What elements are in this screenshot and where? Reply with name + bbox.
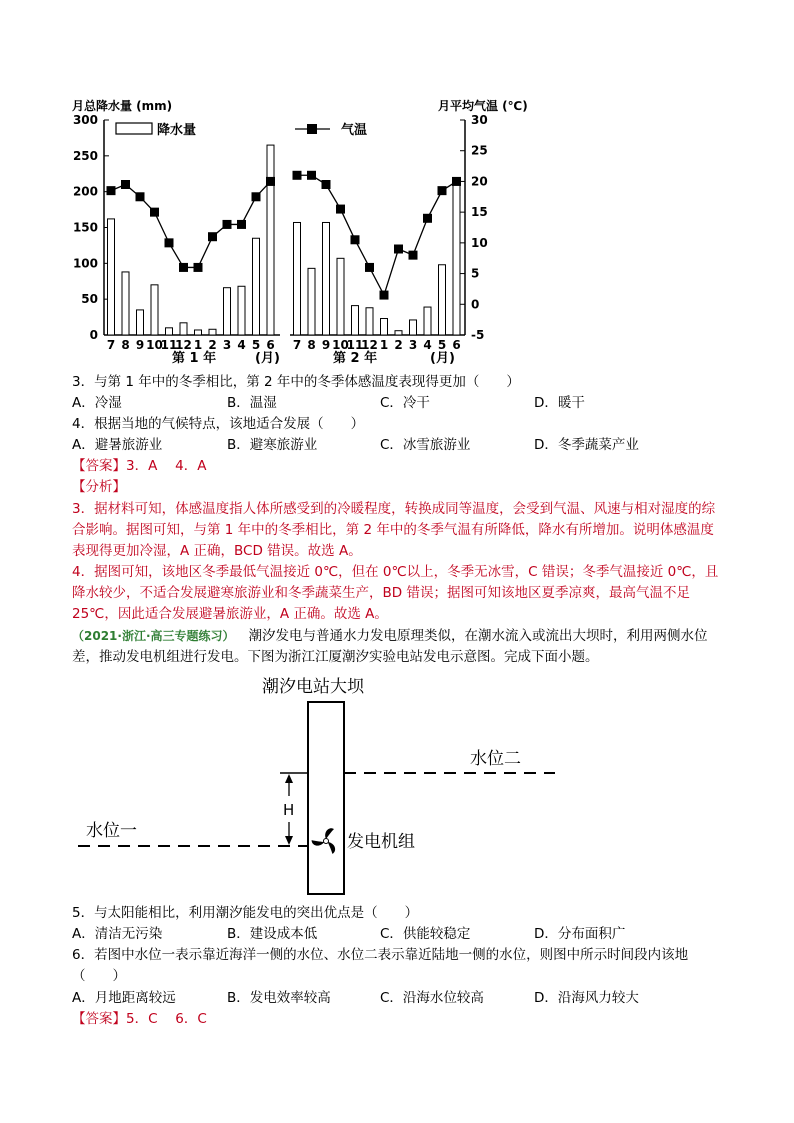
- year2-precip-bar: [323, 222, 330, 335]
- question-6-options: [72, 988, 722, 1008]
- left-tick-label: 150: [72, 220, 98, 235]
- year2-month-label: 4: [423, 338, 432, 352]
- legend-bar-label: 降水量: [157, 123, 197, 138]
- dam-wall: [308, 702, 344, 894]
- tidal-dam-diagram: [0, 670, 794, 900]
- legend-line-marker: [307, 124, 317, 134]
- answer-text: 3．A 4．A: [126, 458, 207, 474]
- year1-month-label: 9: [135, 338, 145, 352]
- level2-label: 水位二: [470, 749, 521, 769]
- year1-month-label: 2: [208, 338, 217, 352]
- year2-month-label: 12: [361, 338, 378, 352]
- q5-option-a: A．清洁无污染: [72, 926, 163, 942]
- right-tick-label: 20: [471, 174, 488, 189]
- year1-label: 第 1 年: [172, 351, 217, 366]
- year1-month-label: 6: [266, 338, 275, 352]
- year2-temp-point: [380, 291, 389, 300]
- year1-temp-point: [237, 220, 246, 229]
- year1-precip-bar: [108, 219, 115, 335]
- year2-precip-bar: [294, 222, 301, 335]
- year2-precip-bar: [352, 306, 359, 335]
- right-tick-label: 25: [471, 143, 488, 158]
- year2-precip-bar: [439, 265, 446, 335]
- year1-temp-point: [107, 186, 116, 195]
- year1-temp-line: [111, 181, 271, 267]
- year1-precip-bar: [151, 285, 158, 335]
- q4-option-d: D．冬季蔬菜产业: [534, 437, 639, 453]
- year2-month-label: 1: [379, 338, 389, 352]
- year1-month-label: 10: [146, 338, 163, 352]
- generator-label: 发电机组: [347, 832, 415, 852]
- q5-option-b: B．建设成本低: [227, 926, 318, 942]
- question-3-options: [72, 393, 722, 413]
- year2-temp-point: [336, 205, 345, 214]
- year1-precip-bar: [267, 145, 274, 335]
- q6-option-c: C．沿海水位较高: [380, 990, 484, 1006]
- year2-temp-point: [409, 251, 418, 260]
- year2-temp-point: [322, 180, 331, 189]
- q3-option-a: A．冷湿: [72, 395, 122, 411]
- question-5-stem: 5．与太阳能相比，利用潮汐能发电的突出优点是（ ）: [72, 905, 419, 921]
- year2-precip-bar: [453, 181, 460, 335]
- year2-temp-point: [293, 171, 302, 180]
- year2-month-label: 6: [452, 338, 461, 352]
- question-4-stem: 4．根据当地的气候特点，该地适合发展（ ）: [72, 416, 365, 432]
- year2-month-label: 8: [307, 338, 316, 352]
- answer-block-1: [72, 456, 206, 476]
- question-5-options: [72, 924, 722, 944]
- year2-month-label: 10: [332, 338, 349, 352]
- question-3-stem: 3．与第 1 年中的冬季相比，第 2 年中的冬季体感温度表现得更加（ ）: [72, 374, 520, 390]
- q6-option-a: A．月地距离较远: [72, 990, 176, 1006]
- legend-line-label: 气温: [341, 123, 368, 138]
- year2-temp-point: [365, 263, 374, 272]
- year2-month-label: 11: [346, 338, 364, 352]
- year1-month-label: 7: [106, 338, 116, 352]
- explanation-3: 3．据材料可知，体感温度指人体所感受到的冷暖程度，转换成同等温度，会受到气温、风速与相对湿度的综合影响。据图可知，与第 1 年中的冬季相比，第 2 年中的冬季气温有所降低，降水有所增加。说明体感温度表现得更加冷湿，A 正确，BCD 错误。故选 A。: [72, 501, 716, 559]
- year1-month-unit: (月): [255, 351, 280, 366]
- year1-precip-bar: [180, 323, 187, 335]
- q6-option-b: B．发电效率较高: [227, 990, 331, 1006]
- year1-temp-point: [165, 238, 174, 247]
- right-tick-label: 30: [471, 113, 488, 127]
- left-tick-label: 100: [72, 256, 98, 271]
- year2-month-label: 9: [321, 338, 331, 352]
- year2-temp-point: [307, 171, 316, 180]
- year1-temp-point: [208, 232, 217, 241]
- q6-option-d: D．沿海风力较大: [534, 990, 639, 1006]
- year1-precip-bar: [137, 310, 144, 335]
- year1-precip-bar: [238, 286, 245, 335]
- right-tick-label: 0: [471, 297, 480, 312]
- year1-month-label: 4: [237, 338, 246, 352]
- year2-precip-bar: [308, 268, 315, 335]
- q4-option-a: A．避暑旅游业: [72, 437, 163, 453]
- year1-precip-bar: [122, 272, 129, 335]
- year1-temp-point: [194, 263, 203, 272]
- material-text: 潮汐发电与普通水力发电原理类似，在潮水流入或流出大坝时，利用两侧水位差，推动发电机组进行发电。下图为浙江江厦潮汐实验电站发电示意图。完成下面小题。: [72, 628, 708, 665]
- material-intro: [72, 626, 724, 668]
- right-tick-label: 10: [471, 235, 488, 250]
- left-axis-label: 月总降水量 (mm): [72, 99, 173, 113]
- right-tick-label: 5: [471, 266, 480, 281]
- q5-option-d: D．分布面积广: [534, 926, 626, 942]
- year1-month-label: 1: [193, 338, 203, 352]
- year1-precip-bar: [195, 330, 202, 335]
- year2-month-label: 2: [394, 338, 403, 352]
- h-arrowhead-up: [285, 774, 293, 783]
- analysis-label: 【分析】: [72, 479, 126, 495]
- q3-option-d: D．暖干: [534, 395, 585, 411]
- question-4-options: [72, 435, 722, 455]
- answer-label: 【答案】: [72, 1011, 126, 1027]
- year2-temp-point: [452, 177, 461, 186]
- legend-bar-swatch: [116, 123, 152, 134]
- year2-precip-bar: [410, 320, 417, 335]
- source-tag: （2021·浙江·高三专题练习）: [72, 629, 235, 643]
- year1-precip-bar: [253, 238, 260, 335]
- year2-temp-point: [438, 186, 447, 195]
- year2-temp-line: [297, 175, 457, 295]
- answer-block-2: [72, 1009, 207, 1029]
- year2-temp-point: [423, 214, 432, 223]
- right-tick-label: -5: [471, 328, 485, 342]
- year1-month-label: 3: [222, 338, 232, 352]
- year2-precip-bar: [395, 331, 402, 335]
- year1-temp-point: [223, 220, 232, 229]
- year1-precip-bar: [166, 328, 173, 335]
- year1-month-label: 12: [175, 338, 192, 352]
- q4-option-b: B．避寒旅游业: [227, 437, 318, 453]
- q4-option-c: C．冰雪旅游业: [380, 437, 471, 453]
- year2-precip-bar: [337, 258, 344, 335]
- level1-label: 水位一: [86, 821, 137, 841]
- h-arrowhead-down: [285, 836, 293, 845]
- year2-month-label: 7: [292, 338, 302, 352]
- year1-temp-point: [179, 263, 188, 272]
- year1-temp-point: [121, 180, 130, 189]
- h-label: H: [283, 801, 295, 819]
- year1-month-label: 11: [160, 338, 178, 352]
- year2-precip-bar: [424, 307, 431, 335]
- year2-temp-point: [351, 235, 360, 244]
- q3-option-c: C．冷干: [380, 395, 430, 411]
- dam-label: 潮汐电站大坝: [262, 677, 364, 697]
- explanation-4: 4．据图可知，该地区冬季最低气温接近 0℃，但在 0℃以上，冬季无冰雪，C 错误；冬季气温接近 0℃，且降水较少，不适合发展避寒旅游业和冬季蔬菜生产，BD 错误；据图可知该地区夏季凉爽，最高气温不足 25℃，因此适合发展避暑旅游业，A 正确。故选 A。: [72, 564, 719, 622]
- year1-temp-point: [252, 192, 261, 201]
- year2-precip-bar: [381, 319, 388, 335]
- q5-option-c: C．供能较稳定: [380, 926, 471, 942]
- answer-text: 5．C 6．C: [126, 1011, 207, 1027]
- year2-precip-bar: [366, 308, 373, 335]
- year1-temp-point: [266, 177, 275, 186]
- left-tick-label: 200: [72, 184, 98, 199]
- right-axis-label: 月平均气温 (℃): [438, 99, 528, 113]
- left-tick-label: 300: [72, 113, 98, 127]
- year1-temp-point: [136, 192, 145, 201]
- q3-option-b: B．温湿: [227, 395, 277, 411]
- answer-label: 【答案】: [72, 458, 126, 474]
- year1-precip-bar: [224, 288, 231, 335]
- climate-chart: [0, 0, 794, 380]
- right-tick-label: 15: [471, 205, 488, 220]
- year2-temp-point: [394, 245, 403, 254]
- year1-temp-point: [150, 208, 159, 217]
- question-6-stem: 6．若图中水位一表示靠近海洋一侧的水位、水位二表示靠近陆地一侧的水位，则图中所示时间段内该地（ ）: [72, 947, 689, 984]
- year2-month-label: 5: [437, 338, 447, 352]
- year2-label: 第 2 年: [333, 351, 378, 366]
- year1-month-label: 5: [251, 338, 261, 352]
- left-tick-label: 0: [89, 328, 98, 342]
- left-tick-label: 50: [81, 292, 98, 307]
- year2-month-unit: (月): [430, 351, 455, 366]
- year2-month-label: 3: [408, 338, 418, 352]
- year1-precip-bar: [209, 329, 216, 335]
- year1-month-label: 8: [121, 338, 130, 352]
- left-tick-label: 250: [72, 148, 98, 163]
